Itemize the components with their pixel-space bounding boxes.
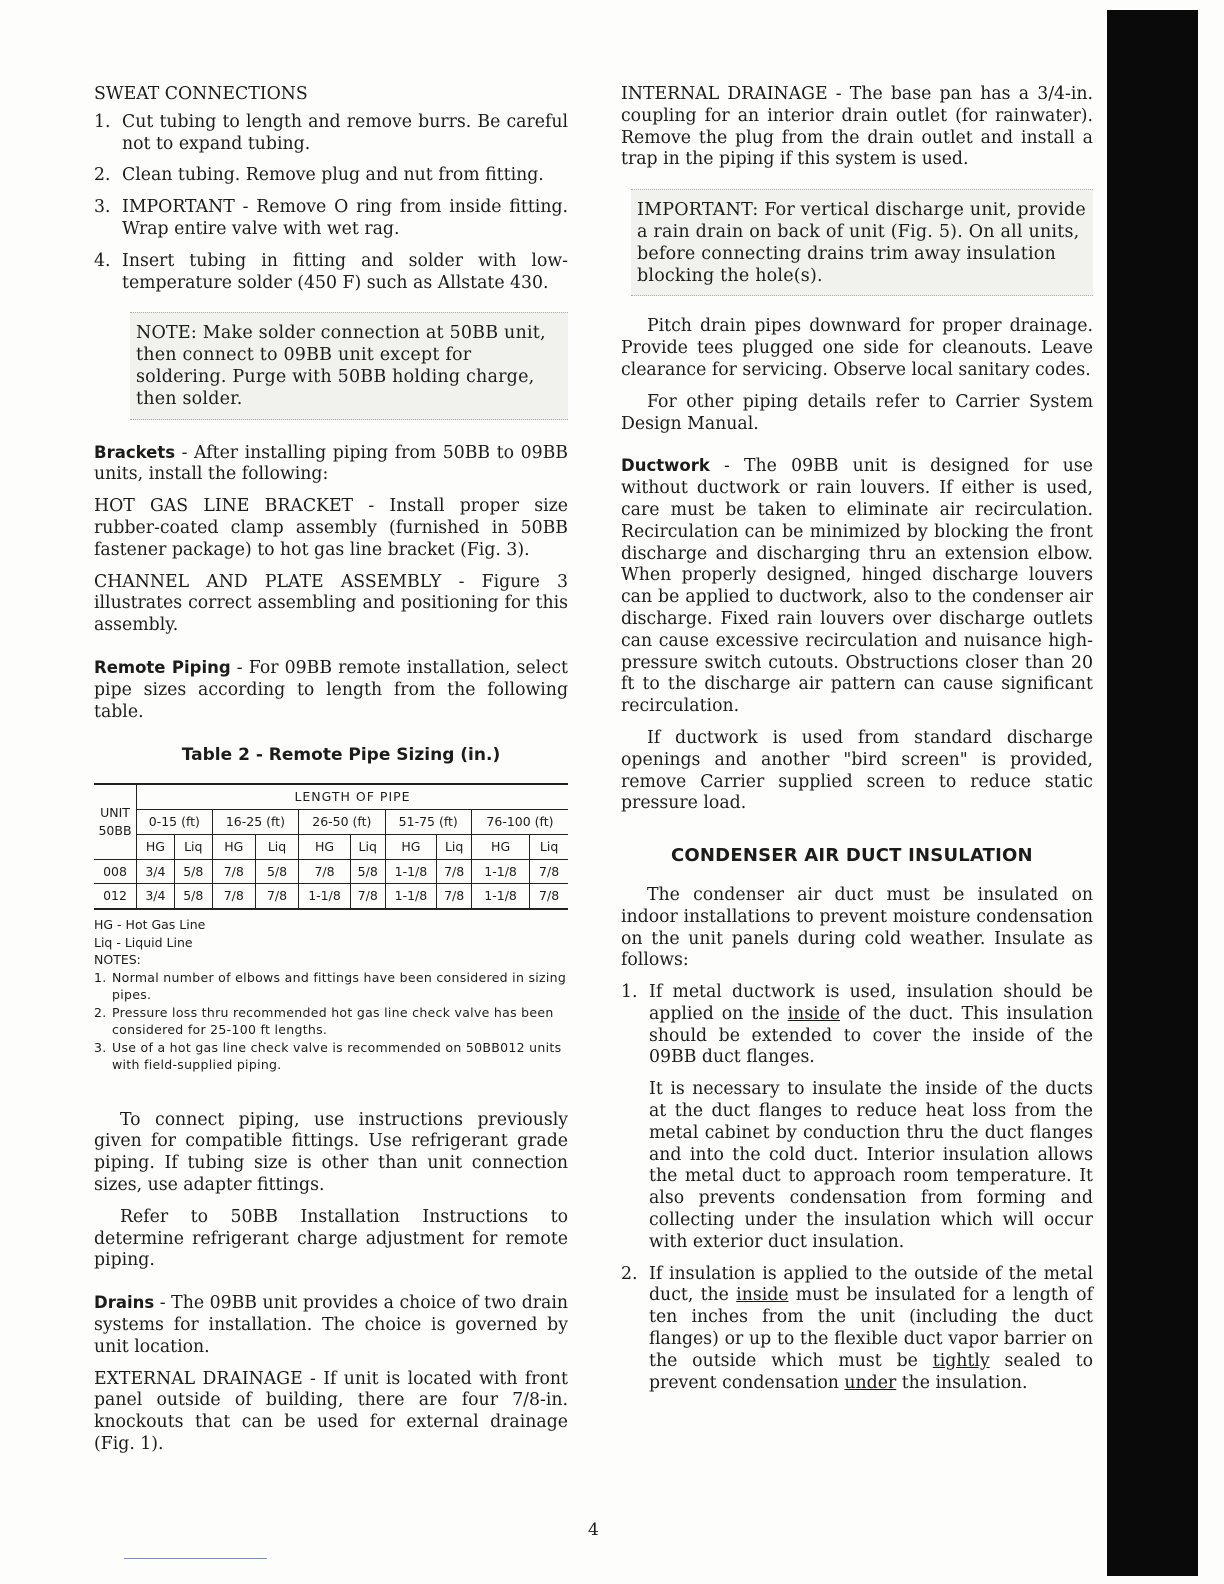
insulation-steps-list-2	[621, 1264, 1093, 1395]
legend-hg: HG - Hot Gas Line	[94, 917, 206, 933]
solder-note-box: NOTE: Make solder connection at 50BB unit, then connect to 09BB unit except for soldering. Purge with 50BB holding charge, then solder.	[130, 312, 568, 419]
list-item: 1. If metal ductwork is used, insulation should be applied on the inside of the duct. This insulation should be extended to cover the inside of the 09BB duct flanges.	[621, 982, 1093, 1068]
range-header: 51-75 (ft)	[385, 809, 471, 834]
list-item: 2. Clean tubing. Remove plug and nut from fitting.	[94, 165, 544, 186]
brackets-paragraph: Brackets - After installing piping from 50BB to 09BB units, install the following:	[94, 442, 568, 485]
brackets-heading: Brackets	[94, 442, 176, 462]
drains-paragraph: Drains - The 09BB unit provides a choice of two drain systems for installation. The choice is governed by unit location.	[94, 1293, 568, 1357]
list-item: 3. IMPORTANT - Remove O ring from inside fitting. Wrap entire valve with wet rag.	[94, 197, 568, 239]
range-header: 76-100 (ft)	[471, 809, 568, 834]
sweat-steps-list	[94, 112, 568, 295]
table-notes	[94, 916, 568, 1074]
page-number: 4	[588, 1520, 599, 1540]
connect-piping-paragraph: To connect piping, use instructions previously given for compatible fittings. Use refrigerant grade piping. If tubing size is other than unit connection sizes, use adapter fittings.	[94, 1109, 568, 1195]
note-item: 2. Pressure loss thru recommended hot gas line check valve has been considered for 25-100 ft lengths.	[94, 1004, 554, 1038]
section-heading: CONDENSER AIR DUCT INSULATION	[671, 845, 1033, 867]
section-intro-paragraph: The condenser air duct must be insulated on indoor installations to prevent moisture condensation on the unit panels during cold weather. Insulate as follows:	[621, 884, 1093, 971]
insulation-steps-list	[621, 982, 1093, 1069]
important-box: IMPORTANT: For vertical discharge unit, provide a rain drain on back of unit (Fig. 5). On all units, before connecting drains trim away insulation blocking the hole(s).	[631, 189, 1093, 296]
legend-liq: Liq - Liquid Line	[94, 934, 193, 950]
hot-gas-bracket-paragraph: HOT GAS LINE BRACKET - Install proper size rubber-coated clamp assembly (furnished in 50BB fastener package) to hot gas line bracket (Fig. 3).	[94, 496, 568, 560]
left-column	[94, 84, 568, 1466]
ductwork-paragraph: Ductwork - The 09BB unit is designed for use without ductwork or rain louvers. If either is used, care must be taken to eliminate air recirculation. Recirculation can be minimized by blocking the front discharge and discharging thru an extension elbow. When properly designed, hinged discharge louvers can be applied to ductwork, also to the condenser air discharge. Fixed rain louvers over discharge outlets can cause excessive recirculation and nuisance high-pressure switch cutouts. Obstructions closer than 20 ft to the discharge air pattern can cause significant recirculation.	[621, 456, 1093, 717]
hg-header: HG	[471, 834, 529, 859]
drains-heading: Drains	[94, 1293, 155, 1313]
external-drainage-paragraph: EXTERNAL DRAINAGE - If unit is located with front panel outside of building, there are four 7/8-in. knockouts that can be used for external drainage (Fig. 1).	[94, 1368, 568, 1454]
list-item: 4. Insert tubing in fitting and solder with low-temperature solder (450 F) such as Allstate 430.	[94, 250, 568, 293]
range-header: 0-15 (ft)	[137, 809, 213, 834]
liq-header: Liq	[530, 834, 568, 859]
notes-label: NOTES:	[94, 952, 141, 968]
item1-sub-paragraph: It is necessary to insulate the inside of the ducts at the duct flanges to reduce heat loss from the metal cabinet by conduction thru the duct flanges and into the cold duct. Interior insulation allows the metal duct to approach room temperature. It also prevents condensation from forming and collecting under the insulation which will occur with exterior duct insulation.	[649, 1079, 1093, 1252]
range-header: 16-25 (ft)	[212, 809, 298, 834]
sweat-connections-heading: SWEAT CONNECTIONS	[94, 84, 308, 104]
hg-header: HG	[299, 834, 351, 859]
bird-screen-paragraph: If ductwork is used from standard discharge openings and another "bird screen" is provided, remove Carrier supplied screen to reduce static pressure load.	[621, 727, 1093, 814]
hg-header: HG	[137, 834, 175, 859]
unit-header: UNIT 50BB	[94, 784, 137, 859]
refer-paragraph: Refer to 50BB Installation Instructions to determine refrigerant charge adjustment for remote piping.	[94, 1206, 568, 1271]
table-row: 012 3/4 5/8 7/8 7/8 1-1/8 7/8 1-1/8 7/8 1-1/8 7/8	[94, 884, 568, 909]
liq-header: Liq	[350, 834, 385, 859]
hg-header: HG	[212, 834, 255, 859]
table-row: 008 3/4 5/8 7/8 5/8 7/8 5/8 1-1/8 7/8 1-1/8 7/8	[94, 859, 568, 884]
internal-drainage-paragraph: INTERNAL DRAINAGE - The base pan has a 3/4-in. coupling for an interior drain outlet (for rainwater). Remove the plug from the drain outlet and install a trap in the piping if this system is used.	[621, 84, 1093, 170]
page-edge-black-bar	[1107, 10, 1198, 1576]
note-item: 1. Normal number of elbows and fittings have been considered in sizing pipes.	[94, 969, 567, 1003]
liq-header: Liq	[437, 834, 472, 859]
pitch-drain-paragraph: Pitch drain pipes downward for proper drainage. Provide tees plugged one side for cleanouts. Leave clearance for servicing. Observe local sanitary codes.	[621, 316, 1093, 380]
remote-piping-paragraph: Remote Piping - For 09BB remote installation, select pipe sizes according to length from the following table.	[94, 657, 568, 722]
length-header: LENGTH OF PIPE	[137, 784, 569, 809]
range-header: 26-50 (ft)	[299, 809, 385, 834]
other-piping-paragraph: For other piping details refer to Carrier System Design Manual.	[621, 391, 1093, 434]
remote-piping-heading: Remote Piping	[94, 657, 231, 677]
list-item: 2. If insulation is applied to the outside of the metal duct, the inside must be insulated for a length of ten inches from the unit (including the duct flanges) or up to the flexible duct vapor barrier on the outside which must be tightly sealed to prevent condensation under the insulation.	[621, 1263, 1093, 1393]
footer-rule	[124, 1558, 267, 1559]
liq-header: Liq	[174, 834, 212, 859]
channel-plate-paragraph: CHANNEL AND PLATE ASSEMBLY - Figure 3 illustrates correct assembling and positioning for this assembly.	[94, 571, 568, 636]
liq-header: Liq	[255, 834, 298, 859]
remote-pipe-sizing-table	[94, 783, 568, 910]
note-item: 3. Use of a hot gas line check valve is recommended on 50BB012 units with field-supplied piping.	[94, 1039, 562, 1073]
right-column	[621, 84, 1093, 1404]
ductwork-heading: Ductwork	[621, 456, 710, 476]
table-title: Table 2 - Remote Pipe Sizing (in.)	[181, 745, 501, 766]
list-item: 1. Cut tubing to length and remove burrs. Be careful not to expand tubing.	[94, 111, 568, 154]
hg-header: HG	[385, 834, 437, 859]
